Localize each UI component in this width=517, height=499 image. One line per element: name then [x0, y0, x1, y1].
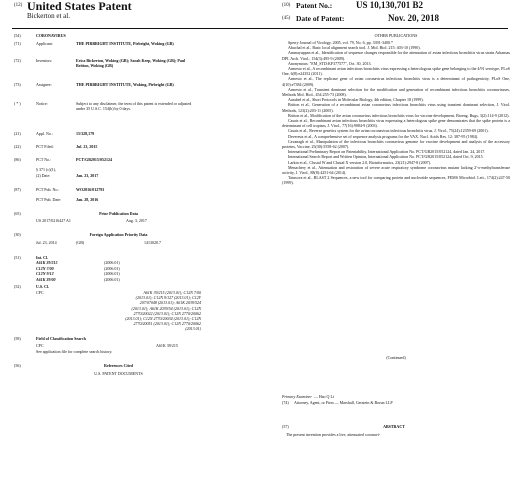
pct-pub-date: Jan. 28, 2016: [76, 197, 99, 202]
field-65-row: US 2017/0216427 A1 Aug. 3, 2017: [36, 218, 147, 223]
field-58-note: See application file for complete search history.: [36, 349, 113, 354]
publication-entry: International Preliminary Report on Patentability, International Application No. PCT/GB2015/052124, dated Jan. 24, 2017.: [288, 149, 486, 155]
publication-entry: Tatusova et al., BLAST 2 Sequences, a new tool for comparing protein and nucleotide sequences, FEMS Microbiol. Lett., 174(2):247-50 (1999).: [282, 175, 510, 186]
field-86-371: § 371 (c)(1),: [36, 167, 57, 172]
applicant: THE PIRBRIGHT INSTITUTE, Pirbright, Woking (GB): [76, 41, 174, 46]
search-heading: Field of Classification Search: [36, 336, 86, 341]
publication-entry: Armesto et al., A recombinant avian infectious bronchitis virus expressing a heterologous spike gene belonging to the 4/91 serotype, PLoS One, 6(8):e24352 (2011).: [282, 66, 510, 77]
appl-no: 15/328,179: [76, 131, 95, 136]
patent-date: Nov. 20, 2018: [388, 13, 440, 23]
us-cl-line: 207/07048 (2013.01); A61K 2039/524: [139, 300, 201, 306]
us-cl-lines: [76, 290, 201, 336]
pct-pub-no: WO2016/012793: [76, 187, 105, 192]
invention-title: CORONAVIRUS: [36, 33, 66, 38]
prior-pub-heading: Prior Publication Data: [99, 211, 138, 216]
int-cl-class: A61K 39/00: [36, 276, 56, 282]
patent-no-label: Patent No.:: [296, 1, 333, 10]
field-52: (52) U.S. Cl.: [14, 284, 50, 289]
assignee: THE PIRBRIGHT INSTITUTE, Woking, Pirbright (GB): [76, 82, 174, 87]
inventors: Erica Bickerton, Woking (GB); Sarah Keep, Woking (GB); Paul Britton, Woking (GB): [76, 58, 186, 69]
us-cl-line: A61K 39/215 (2013.01); C12N 7/00: [143, 290, 201, 295]
references-heading: References Cited: [104, 363, 133, 368]
code-45: (45): [282, 16, 291, 21]
patent-number: US 10,130,701 B2: [356, 0, 424, 10]
pct-no: PCT/GB2015/052124: [76, 157, 113, 162]
right-column: [282, 33, 510, 442]
field-58-cpc: CPC A61K 39/215: [36, 343, 178, 348]
us-cl-line: 2770/20022 (2013.01); C12N 2770/20062: [133, 310, 201, 316]
publication-entry: Larkin et al., Clustal W and Clustal X version 2.0, Bioinformatics, 23(21):2947-8 (2007).: [288, 159, 431, 165]
field-86: (86) PCT No.: PCT/GB2015/052124: [14, 157, 264, 167]
field-65: (65) Prior Publication Data: [14, 211, 264, 218]
date-label: Date of Patent:: [296, 14, 345, 23]
abstract-heading: ABSTRACT: [383, 424, 405, 429]
int-cl-row: [14, 277, 264, 283]
field-21: (21) Appl. No.: 15/328,179: [14, 131, 264, 144]
publication-entry: Casais et al., Recombinant avian infectious bronchitis virus expressing a heterologous spike gene demonstrates that the spike protein is a determinant of cell tropism, J. Virol., 77(16):9084-9 (2003).: [282, 118, 510, 129]
inventor-line: Bickerton et al.: [27, 12, 70, 20]
publication-entry: Devereux et al., A comprehensive set of sequence analysis programs for the VAX. Nucl. Acids Res. 12: 387-95 (1984).: [288, 133, 479, 139]
publication-entry: Anonymous: "EM_STD:KF377577", Oct. 30, 2013.: [288, 60, 372, 66]
field-56: (56) References Cited: [14, 363, 264, 371]
publication-entry: Armesto et al., The replicase gene of avian coronavirus infectious bronchitis virus is a determinant of pathogenicity, PLoS One, 4(10):e7384 (2009).: [282, 76, 510, 87]
foreign-priority-heading: Foreign Application Priority Data: [89, 232, 148, 237]
continued-label: (Continued): [386, 355, 406, 360]
publication-entry: Britton et al., Generation of a recombinant avian coronavirus infectious bronchitis virus using transient dominant selection, J. Virol. Methods, 123(2):203-11 (2005).: [282, 102, 510, 113]
publication-entry: Sperry Journal of Virology, 2005, vol. 79, No. 6, pp. 3391-3400.*: [288, 40, 393, 45]
int-cl-date: (2006.01): [104, 271, 120, 276]
int-cl-date: (2006.01): [104, 276, 120, 282]
publication-entry: Armesto et al., Transient dominant selection for the modification and generation of recombinant infectious bronchitis coronaviruses, Methods Mol. Biol., 454:255-73 (2008).: [282, 86, 510, 98]
abstract-text: The present invention provides a live, attenuated coronavi-: [286, 432, 381, 437]
field-52-cpc: CPC A61K 39/215 (2013.01); C12N 7/00 (2013.01); C12N 9/127 (2013.01); C12Y 207/07048 (2013.01); A61K 2039/524 (2013.01); A61K 2039/54 (2013.01); C12N 2770/20022 (2013.01); C12N 2770/20062 (2013.01); C12N 2770/20034 (2013.01); C12N 2770/20051 (2013.01); C12N 2770/20062 (2013.01): [14, 290, 264, 336]
field-56-sub: U.S. PATENT DOCUMENTS: [94, 371, 143, 376]
us-cl-line: 2770/20051 (2013.01); C12N 2770/20062: [133, 321, 201, 327]
left-column: [14, 33, 264, 377]
int-cl-date: (2006.01): [104, 260, 120, 265]
field-notice: ( * ) Notice: Subject to any disclaimer, the term of this patent is extended or adjusted under 35 U.S.C. 154(b) by 0 days.: [14, 101, 264, 131]
publication-entry: Ausubel et al., Short Protocols in Molecular Biology, 4th edition, Chapter 18 (1999).: [288, 97, 424, 103]
code-12: (12): [14, 3, 23, 8]
abstract-text-row: [282, 432, 510, 442]
notice-text: Subject to any disclaimer, the term of this patent is extended or adjusted under 35 U.S.C. 154(b) by 0 days.: [76, 101, 192, 112]
field-22: (22) PCT Filed: Jul. 23, 2015: [14, 144, 264, 157]
us-cl-line: (2013.01); C12N 9/127 (2013.01); C12Y: [135, 295, 201, 301]
other-publications-heading: OTHER PUBLICATIONS: [374, 33, 418, 38]
us-cl-line: (2013.01); A61K 2039/54 (2013.01); C12N: [131, 305, 201, 311]
patent-title: United States Patent: [27, 0, 132, 13]
int-cl-class: C12N 7/00: [36, 265, 54, 271]
field-71: (71) Applicant: THE PIRBRIGHT INSTITUTE, Pirbright, Woking (GB): [14, 41, 264, 58]
field-51: (51) Int. Cl.: [14, 255, 49, 260]
publication-entry: Abuchal et al., Basic local alignment search tool. J. Mol. Biol. 215: 403-10 (1990).: [288, 45, 421, 51]
field-86-date: (2) Date: Jan. 23, 2017: [14, 173, 264, 187]
field-57: (57) ABSTRACT: [282, 424, 510, 432]
field-87-date: PCT Pub. Date: Jan. 28, 2016: [14, 197, 264, 211]
field-30: (30) Foreign Application Priority Data: [14, 232, 264, 240]
int-cl-class: A61K 39/215: [36, 260, 58, 265]
field-58: (58) Field of Classification Search: [14, 336, 86, 341]
field-72: (72) Inventors: Erica Bickerton, Woking (GB); Sarah Keep, Woking (GB); Paul Britton, Woking (GB): [14, 58, 264, 82]
primary-examiner: Primary Examiner — Hao Q Li: [282, 394, 334, 399]
publication-entry: International Search Report and Written Opinion, International Application No. PCT/GB2015/052124, dated Oct. 9, 2015.: [288, 154, 484, 160]
field-87: (87) PCT Pub. No.: WO2016/012793: [14, 187, 264, 197]
int-cl-date: (2006.01): [104, 265, 120, 271]
int-cl-list: [14, 260, 264, 284]
publication-entry: Ammayappan et al., Identification of sequence changes responsible for the attenuation of avian infectious bronchitis virus strain Arkansas DPI, Arch. Virol., 154(3):495-9 (2009).: [282, 50, 510, 61]
code-10: (10): [282, 3, 291, 8]
pct-371-date: Jan. 23, 2017: [76, 173, 99, 178]
int-cl-class: C12N 9/12: [36, 271, 54, 276]
publications-list: [282, 40, 510, 349]
pct-filed: Jul. 23, 2015: [76, 144, 98, 149]
us-cl-line: (2013.01): [185, 326, 201, 332]
publication-entry: Casais et al., Reverse genetics system for the avian coronavirus infectious bronchitis virus, J. Virol., 75(24):12359-69 (2001).: [288, 128, 489, 134]
field-30-row: Jul. 23, 2014 (GB) 1413020.7: [36, 240, 161, 245]
attorney: Attorney, Agent, or Firm — Marshall, Gerstein & Borun LLP: [294, 400, 393, 405]
header-rule: [12, 28, 508, 29]
field-73: (73) Assignee: THE PIRBRIGHT INSTITUTE, Woking, Pirbright (GB): [14, 82, 264, 101]
field-54: (54) CORONAVIRUS: [14, 33, 264, 41]
publication-entry: Cavanagh et al., Manipulation of the infectious bronchitis coronavirus genome for vaccine development and analysis of the accessory proteins, Vaccine, 25(30):5558-62 (2007).: [282, 138, 510, 150]
publication-entry: Britton et al., Modification of the avian coronavirus infectious bronchitis virus for vaccine development, Bioeng. Bugs, 3(2):114-9 (2012).: [288, 112, 510, 118]
field-74: (74) Attorney, Agent, or Firm — Marshall, Gerstein & Borun LLP: [282, 400, 510, 424]
publication-entry: Menachery et al., Attenuation and restoration of severe acute respiratory syndrome coronavirus mutant lacking 2'-o-methyltransferase activity, J. Virol., 88(8):4251-64 (2014).: [282, 164, 510, 176]
us-cl-line: (2013.01); C12N 2770/20034 (2013.01); C12N: [125, 316, 201, 322]
